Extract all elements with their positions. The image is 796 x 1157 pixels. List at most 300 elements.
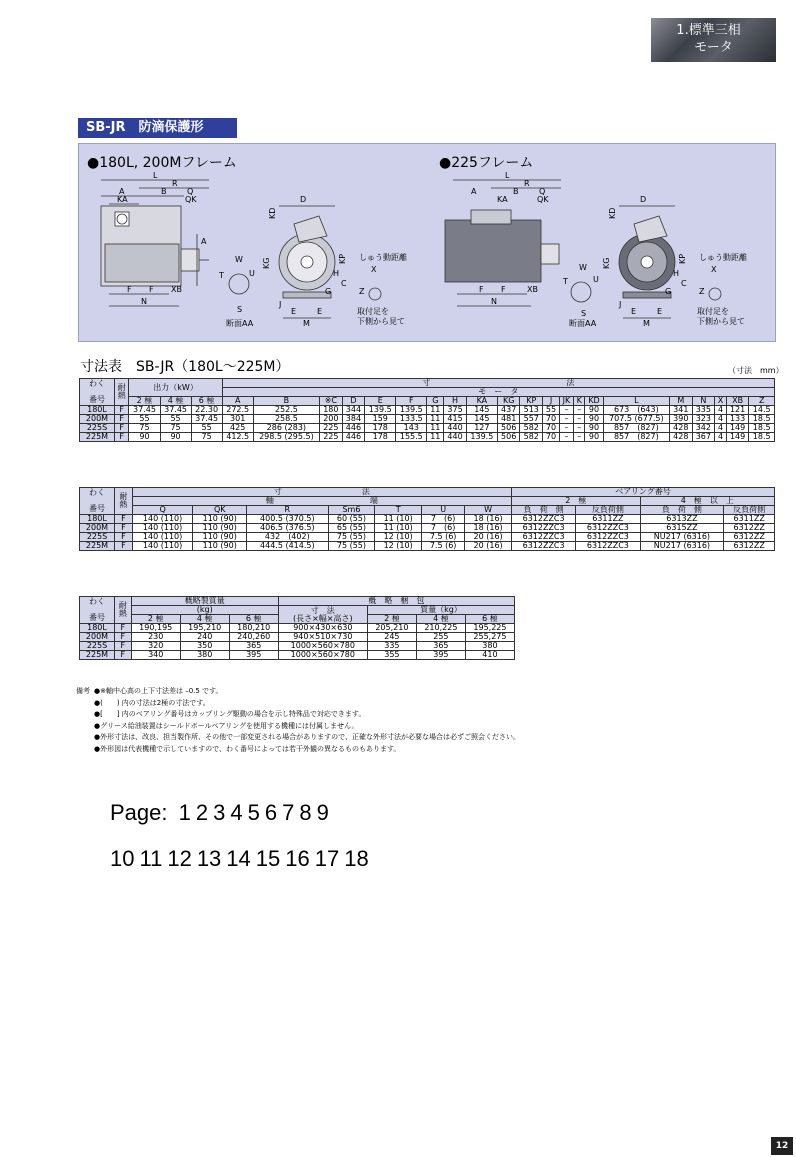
frame-cell: 180L bbox=[80, 406, 115, 415]
column-header: JK bbox=[559, 397, 573, 406]
table-row bbox=[80, 415, 775, 424]
table-cell: 139.5 bbox=[365, 406, 396, 415]
packing-size-header: 寸 法 (長さ×幅×高さ) bbox=[278, 606, 367, 624]
table-row bbox=[80, 433, 775, 442]
dim-L-left: L bbox=[153, 171, 158, 180]
section-title: SB-JR 防滴保護形 bbox=[78, 118, 237, 138]
column-header: H bbox=[444, 397, 467, 406]
dim-KD-right: KD bbox=[608, 207, 617, 219]
table-cell: – bbox=[573, 406, 584, 415]
table-cell: 365 bbox=[229, 642, 278, 651]
right-motor-end-view bbox=[602, 195, 747, 328]
table-row bbox=[80, 651, 515, 660]
table-cell: NU217 (6316) bbox=[640, 542, 724, 551]
dimension-table-motor bbox=[79, 378, 775, 442]
column-header: B bbox=[253, 397, 319, 406]
table-cell: 335 bbox=[692, 406, 715, 415]
dim-E2-left: E bbox=[317, 307, 323, 316]
page-link-18[interactable]: 18 bbox=[344, 846, 369, 871]
table-cell: 37.45 bbox=[129, 406, 160, 415]
table-cell: 1000×560×780 bbox=[278, 642, 367, 651]
table-cell: 110 (90) bbox=[193, 524, 247, 533]
table-cell: 140 (110) bbox=[132, 542, 193, 551]
table-cell: 395 bbox=[229, 651, 278, 660]
heat-class-cell: F bbox=[115, 533, 133, 542]
dim-QK-right: QK bbox=[537, 195, 549, 204]
column-header: 負 荷 側 bbox=[640, 506, 724, 515]
table-cell: NU217 (6316) bbox=[640, 533, 724, 542]
table-cell: 4 bbox=[715, 415, 727, 424]
column-header: N bbox=[692, 397, 715, 406]
table-cell: 180 bbox=[320, 406, 343, 415]
table-cell: 75 bbox=[129, 424, 160, 433]
table-cell: 298.5 (295.5) bbox=[253, 433, 319, 442]
pagination-row-2 bbox=[110, 846, 379, 872]
table-cell: 6312ZZC3 bbox=[576, 533, 640, 542]
section-aa-label-right: 断面AA bbox=[569, 319, 597, 328]
table-cell: 400.5 (370.5) bbox=[247, 515, 329, 524]
page-link-5[interactable]: 5 bbox=[247, 800, 260, 825]
column-header: Z bbox=[749, 397, 775, 406]
table-cell: 320 bbox=[131, 642, 180, 651]
column-header: R bbox=[247, 506, 329, 515]
heat-class-header: 耐 熱 bbox=[115, 488, 133, 515]
dim-QK-left: QK bbox=[185, 195, 197, 204]
table-cell: 205,210 bbox=[367, 624, 416, 633]
table-cell: 415 bbox=[444, 415, 467, 424]
dim-E1-left: E bbox=[291, 307, 297, 316]
table-cell: 90 bbox=[160, 433, 191, 442]
table-cell: 428 bbox=[670, 424, 693, 433]
column-header: 6 極 bbox=[191, 397, 222, 406]
frame-cell: 225S bbox=[80, 424, 115, 433]
table-cell: 11 (10) bbox=[375, 515, 422, 524]
foot-view-label2-left: 下側から見て bbox=[357, 317, 405, 326]
table-cell: 139.5 bbox=[466, 433, 497, 442]
heat-class-cell: F bbox=[115, 515, 133, 524]
table-cell: 440 bbox=[444, 424, 467, 433]
mass-unit-header: (kg) bbox=[131, 606, 278, 615]
page-link-9[interactable]: 9 bbox=[316, 800, 329, 825]
table-cell: 240,260 bbox=[229, 633, 278, 642]
table-cell: – bbox=[573, 415, 584, 424]
dim-KP-left: KP bbox=[338, 253, 347, 264]
table-cell: 582 bbox=[520, 424, 543, 433]
column-header: 4 極 bbox=[160, 397, 191, 406]
column-header: U bbox=[422, 506, 465, 515]
table-cell: 335 bbox=[367, 642, 416, 651]
table-cell: 18.5 bbox=[749, 424, 775, 433]
page-link-3[interactable]: 3 bbox=[213, 800, 226, 825]
table-cell: 446 bbox=[342, 433, 365, 442]
table-cell: 18 (16) bbox=[465, 515, 512, 524]
table-cell: 557 bbox=[520, 415, 543, 424]
table-cell: – bbox=[559, 424, 573, 433]
dim-L-right: L bbox=[505, 171, 510, 180]
table-cell: 110 (90) bbox=[193, 533, 247, 542]
left-motor-end-view bbox=[262, 195, 407, 328]
table-cell: 55 bbox=[543, 406, 560, 415]
heat-class-header: 耐 熱 bbox=[115, 379, 129, 406]
chapter-title: 1.標準三相 bbox=[676, 23, 741, 38]
remark-item: ●外形寸法は、改良、担当製作所、その他で一部変更される場合がありますので、正確な外形寸法が必要な場合は必ずご照会ください。 bbox=[94, 733, 520, 741]
frame-cell: 225M bbox=[80, 433, 115, 442]
bearing-4pole-header: 4 極 以 上 bbox=[640, 497, 774, 506]
foot-view-label1-left: 取付足を bbox=[357, 307, 389, 316]
packing-header: 概 略 梱 包 bbox=[278, 597, 514, 606]
table-cell: 365 bbox=[416, 642, 465, 651]
frame-header: わく 番号 bbox=[80, 379, 115, 406]
heat-class-cell: F bbox=[115, 415, 129, 424]
table-cell: 195,210 bbox=[180, 624, 229, 633]
table-row bbox=[80, 424, 775, 433]
left-drawing-title: ●180L, 200Mフレーム bbox=[87, 155, 237, 171]
table-cell: 55 bbox=[191, 424, 222, 433]
table-cell: 255,275 bbox=[465, 633, 514, 642]
dim-A-left: A bbox=[119, 187, 125, 196]
dim-Q-right: Q bbox=[539, 187, 546, 196]
table-cell: 6312ZZC3 bbox=[511, 515, 575, 524]
table-cell: 75 (55) bbox=[328, 542, 375, 551]
table-cell: 410 bbox=[465, 651, 514, 660]
column-header: 負 荷 側 bbox=[511, 506, 575, 515]
dim-R-left: R bbox=[172, 179, 178, 188]
dim-B-right: B bbox=[513, 187, 519, 196]
table-cell: 1000×560×780 bbox=[278, 651, 367, 660]
table-cell: 857 (827) bbox=[603, 433, 669, 442]
dim-E2-right: E bbox=[657, 307, 663, 316]
table-cell: 133 bbox=[726, 415, 749, 424]
dim-W-left: W bbox=[235, 255, 243, 264]
table-cell: 6312ZZC3 bbox=[576, 542, 640, 551]
table-cell: 367 bbox=[692, 433, 715, 442]
column-header: 2 極 bbox=[129, 397, 160, 406]
table-cell: 481 bbox=[497, 415, 520, 424]
dim-U-left: U bbox=[249, 269, 255, 278]
page-link-2[interactable]: 2 bbox=[195, 800, 209, 825]
table-cell: 384 bbox=[342, 415, 365, 424]
table-cell: 341 bbox=[670, 406, 693, 415]
page-link-13[interactable]: 13 bbox=[196, 846, 222, 871]
page-link-14[interactable]: 14 bbox=[226, 846, 251, 871]
column-header: 反負荷側 bbox=[576, 506, 640, 515]
table-row bbox=[80, 406, 775, 415]
table-cell: 513 bbox=[520, 406, 543, 415]
heat-class-cell: F bbox=[115, 624, 132, 633]
table-cell: 582 bbox=[520, 433, 543, 442]
page-link-4[interactable]: 4 bbox=[230, 800, 243, 825]
remark-item: ●※軸中心高の上下寸法差は –0.5 です。 bbox=[94, 687, 223, 695]
dim-G-right: G bbox=[665, 287, 672, 296]
dim-C-left: C bbox=[341, 279, 347, 288]
remarks bbox=[76, 686, 520, 755]
column-header: E bbox=[365, 397, 396, 406]
bolt-spacing-label-left: しゅう動距離 bbox=[359, 253, 407, 262]
dim-F1-right: F bbox=[479, 285, 484, 294]
column-header: L bbox=[603, 397, 669, 406]
table-cell: 37.45 bbox=[191, 415, 222, 424]
chapter-tab bbox=[651, 18, 776, 62]
table-cell: 225 bbox=[320, 424, 343, 433]
pagination-row-1 bbox=[110, 800, 339, 826]
dimension-table-heading: 寸法表 SB-JR（180L〜225M） bbox=[80, 359, 290, 375]
table-cell: 7 (6) bbox=[422, 515, 465, 524]
page-link-16[interactable]: 16 bbox=[285, 846, 310, 871]
dim-F2-right: F bbox=[501, 285, 506, 294]
dim-N-right: N bbox=[491, 297, 497, 306]
dim-M-right: M bbox=[643, 319, 650, 328]
dim-F1-left: F bbox=[127, 285, 132, 294]
table-cell: 444.5 (414.5) bbox=[247, 542, 329, 551]
frame-header: わく 番号 bbox=[80, 597, 115, 624]
page-link-12[interactable]: 12 bbox=[167, 846, 192, 871]
table-cell: 342 bbox=[692, 424, 715, 433]
right-motor-side-view bbox=[445, 171, 599, 328]
dim-A-vert: A bbox=[201, 237, 207, 246]
table-cell: – bbox=[559, 406, 573, 415]
dim-KD-left: KD bbox=[268, 207, 277, 219]
dim-KA-right: KA bbox=[497, 195, 508, 204]
dim-KG-right: KG bbox=[602, 257, 611, 269]
remarks-label: 備考 bbox=[76, 687, 90, 695]
column-header: 2 極 bbox=[131, 615, 180, 624]
frame-cell: 180L bbox=[80, 624, 115, 633]
page-link-11[interactable]: 11 bbox=[139, 846, 163, 871]
table-cell: 425 bbox=[222, 424, 253, 433]
table-cell: 149 bbox=[726, 433, 749, 442]
table-cell: – bbox=[573, 424, 584, 433]
foot-view-label2-right: 下側から見て bbox=[697, 317, 745, 326]
table-cell: 240 bbox=[180, 633, 229, 642]
heat-class-cell: F bbox=[115, 542, 133, 551]
table-cell: – bbox=[559, 433, 573, 442]
shaft-end-header: 軸 端 bbox=[132, 497, 511, 506]
table-cell: 4 bbox=[715, 424, 727, 433]
dim-Q-left: Q bbox=[187, 187, 194, 196]
page-number: 12 bbox=[771, 1137, 793, 1155]
dim-U-right: U bbox=[593, 275, 599, 284]
table-cell: 133.5 bbox=[396, 415, 427, 424]
table-cell: 286 (283) bbox=[253, 424, 319, 433]
frame-cell: 225M bbox=[80, 651, 115, 660]
table-cell: 22.30 bbox=[191, 406, 222, 415]
right-drawing-title: ●225フレーム bbox=[439, 155, 534, 171]
dim-KP-right: KP bbox=[678, 253, 687, 264]
column-header: ※C bbox=[320, 397, 343, 406]
table-cell: 6311ZZ bbox=[724, 515, 775, 524]
table-cell: 90 bbox=[585, 406, 603, 415]
table-cell: 140 (110) bbox=[132, 524, 193, 533]
dim-G-left: G bbox=[325, 287, 332, 296]
table-cell: 20 (16) bbox=[465, 533, 512, 542]
dimension-table-shaft-bearing bbox=[79, 487, 775, 551]
column-header: M bbox=[670, 397, 693, 406]
table-cell: 437 bbox=[497, 406, 520, 415]
table-cell: 230 bbox=[131, 633, 180, 642]
frame-cell: 200M bbox=[80, 524, 115, 533]
chapter-subtitle: モータ bbox=[694, 40, 733, 55]
table-cell: 18.5 bbox=[749, 433, 775, 442]
column-header: J bbox=[543, 397, 560, 406]
frame-cell: 200M bbox=[80, 633, 115, 642]
frame-cell: 225S bbox=[80, 533, 115, 542]
frame-cell: 225S bbox=[80, 642, 115, 651]
dim-J-left: J bbox=[279, 300, 282, 309]
dim-J-right: J bbox=[619, 300, 622, 309]
table-cell: 440 bbox=[444, 433, 467, 442]
table-cell: 6312ZZ bbox=[724, 533, 775, 542]
dim-XB-right: XB bbox=[527, 285, 538, 294]
table-cell: 90 bbox=[129, 433, 160, 442]
column-header: 6 極 bbox=[465, 615, 514, 624]
frame-cell: 225M bbox=[80, 542, 115, 551]
table-cell: 155.5 bbox=[396, 433, 427, 442]
page-link-8[interactable]: 8 bbox=[299, 800, 312, 825]
unit-label: （寸法 mm） bbox=[728, 366, 784, 375]
column-header: Q bbox=[132, 506, 193, 515]
table-cell: 145 bbox=[466, 406, 497, 415]
table-cell: 446 bbox=[342, 424, 365, 433]
table-cell: 75 (55) bbox=[328, 533, 375, 542]
table-cell: 245 bbox=[367, 633, 416, 642]
table-cell: 65 (55) bbox=[328, 524, 375, 533]
dim-T-left: T bbox=[219, 271, 224, 280]
column-header: F bbox=[396, 397, 427, 406]
table-row bbox=[80, 542, 775, 551]
table-cell: 145 bbox=[466, 415, 497, 424]
page-link-1[interactable]: 1 bbox=[178, 800, 191, 825]
dim-N-left: N bbox=[141, 297, 147, 306]
dim-KG-left: KG bbox=[262, 257, 271, 269]
table-cell: 355 bbox=[367, 651, 416, 660]
table-cell: 506 bbox=[497, 433, 520, 442]
dim-XB-left: XB bbox=[171, 285, 182, 294]
bearing-header: ベアリング番号 bbox=[511, 488, 774, 497]
dim-B-left: B bbox=[161, 187, 167, 196]
heat-class-header: 耐 熱 bbox=[115, 597, 132, 624]
table-cell: 11 (10) bbox=[375, 524, 422, 533]
section-aa-label-left: 断面AA bbox=[226, 319, 254, 328]
table-cell: 6312ZZC3 bbox=[511, 533, 575, 542]
table-cell: 7 (6) bbox=[422, 524, 465, 533]
table-cell: 6311ZZ bbox=[576, 515, 640, 524]
table-cell: 90 bbox=[585, 424, 603, 433]
page-link-17[interactable]: 17 bbox=[314, 846, 340, 871]
column-header: D bbox=[342, 397, 365, 406]
table-cell: 323 bbox=[692, 415, 715, 424]
table-cell: 6312ZZC3 bbox=[511, 524, 575, 533]
table-cell: 252.5 bbox=[253, 406, 319, 415]
column-header: K bbox=[573, 397, 584, 406]
column-header: X bbox=[715, 397, 727, 406]
page-link-10[interactable]: 10 bbox=[110, 846, 135, 871]
table-cell: 11 bbox=[427, 424, 444, 433]
table-cell: 159 bbox=[365, 415, 396, 424]
dimension-header: 寸 法 bbox=[222, 379, 774, 388]
column-header: 4 極 bbox=[180, 615, 229, 624]
dim-Z-left: Z bbox=[359, 287, 365, 296]
frame-header: わく 番号 bbox=[80, 488, 115, 515]
column-header: KP bbox=[520, 397, 543, 406]
table-cell: 55 bbox=[160, 415, 191, 424]
remark-item: ●( ) 内の寸法は2極の寸法です。 bbox=[94, 698, 210, 707]
table-cell: 390 bbox=[670, 415, 693, 424]
table-cell: 55 bbox=[129, 415, 160, 424]
table-cell: 380 bbox=[465, 642, 514, 651]
dimension-header: 寸 法 bbox=[132, 488, 511, 497]
heat-class-cell: F bbox=[115, 651, 132, 660]
table-cell: 60 (55) bbox=[328, 515, 375, 524]
frame-cell: 180L bbox=[80, 515, 115, 524]
table-cell: 7.5 (6) bbox=[422, 542, 465, 551]
table-cell: 140 (110) bbox=[132, 533, 193, 542]
foot-view-label1-right: 取付足を bbox=[697, 307, 729, 316]
dim-D-left: D bbox=[300, 195, 307, 204]
table-cell: 90 bbox=[585, 433, 603, 442]
table-cell: 110 (90) bbox=[193, 515, 247, 524]
page-link-15[interactable]: 15 bbox=[255, 846, 281, 871]
table-cell: 127 bbox=[466, 424, 497, 433]
mass-packing-table bbox=[79, 596, 515, 660]
table-cell: 406.5 (376.5) bbox=[247, 524, 329, 533]
column-header: Sm6 bbox=[328, 506, 375, 515]
dim-H-right: H bbox=[673, 269, 680, 278]
table-cell: 6315ZZ bbox=[640, 524, 724, 533]
page-link-7[interactable]: 7 bbox=[282, 800, 295, 825]
heat-class-cell: F bbox=[115, 642, 132, 651]
table-cell: 149 bbox=[726, 424, 749, 433]
frame-cell: 200M bbox=[80, 415, 115, 424]
table-cell: 6312ZZC3 bbox=[576, 524, 640, 533]
table-cell: 110 (90) bbox=[193, 542, 247, 551]
table-cell: 375 bbox=[444, 406, 467, 415]
table-cell: 90 bbox=[585, 415, 603, 424]
table-cell: 14.5 bbox=[749, 406, 775, 415]
table-cell: 7.5 (6) bbox=[422, 533, 465, 542]
page-link-6[interactable]: 6 bbox=[264, 800, 278, 825]
dim-H-left: H bbox=[333, 269, 340, 278]
column-header: 2 極 bbox=[367, 615, 416, 624]
column-header: QK bbox=[193, 506, 247, 515]
table-cell: 900×430×630 bbox=[278, 624, 367, 633]
table-cell: – bbox=[573, 433, 584, 442]
pagination-label: Page: bbox=[110, 800, 168, 825]
table-cell: 70 bbox=[543, 433, 560, 442]
column-header: 反負荷側 bbox=[724, 506, 775, 515]
column-header: KD bbox=[585, 397, 603, 406]
column-header: A bbox=[222, 397, 253, 406]
table-cell: 11 bbox=[427, 433, 444, 442]
table-cell: 4 bbox=[715, 406, 727, 415]
heat-class-cell: F bbox=[115, 424, 129, 433]
table-cell: 190,195 bbox=[131, 624, 180, 633]
outline-drawing-panel bbox=[78, 143, 776, 342]
dim-E1-right: E bbox=[631, 307, 637, 316]
table-cell: 140 (110) bbox=[132, 515, 193, 524]
table-cell: 18 (16) bbox=[465, 524, 512, 533]
heat-class-cell: F bbox=[115, 433, 129, 442]
table-cell: 272.5 bbox=[222, 406, 253, 415]
motor-outline-drawings bbox=[79, 144, 775, 341]
table-cell: 428 bbox=[670, 433, 693, 442]
column-header: G bbox=[427, 397, 444, 406]
heat-class-cell: F bbox=[115, 633, 132, 642]
table-cell: 139.5 bbox=[396, 406, 427, 415]
column-header: 4 極 bbox=[416, 615, 465, 624]
table-cell: 4 bbox=[715, 433, 727, 442]
dim-T-right: T bbox=[563, 277, 568, 286]
dim-C-right: C bbox=[681, 279, 687, 288]
